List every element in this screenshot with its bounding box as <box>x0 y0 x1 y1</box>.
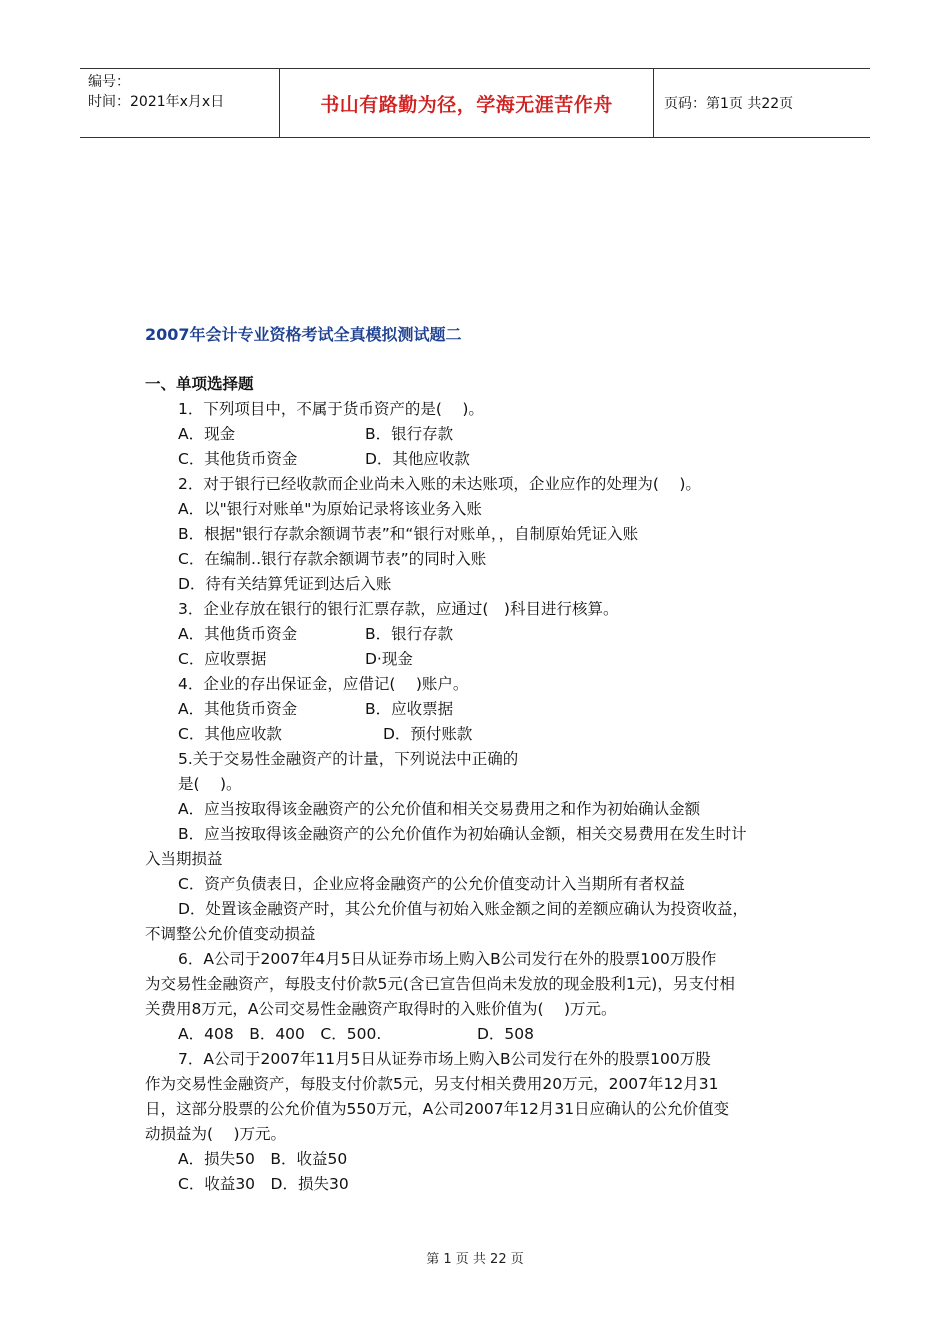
option-a: A．以"银行对账单"为原始记录将该业务入账 <box>178 500 482 518</box>
option-c: C．其他货币资金 <box>178 450 298 468</box>
question-5: 5.关于交易性金融资产的计量，下列说法中正确的 <box>178 750 519 768</box>
header-meta <box>80 69 280 137</box>
option-row <box>145 647 805 672</box>
option-b: B．银行存款 <box>365 625 454 643</box>
question-3: 3．企业存放在银行的银行汇票存款，应通过( )科目进行核算。 <box>178 600 619 618</box>
option-d-cont: 不调整公允价值变动损益 <box>145 925 316 943</box>
option-row <box>145 697 805 722</box>
option-row <box>145 422 805 447</box>
option-a: A．其他货币资金 <box>178 700 298 718</box>
option-c: C．在编制‥银行存款余额调节表”的同时入账 <box>178 550 487 568</box>
option-a: A．应当按取得该金融资产的公允价值和相关交易费用之和作为初始确认金额 <box>178 800 701 818</box>
question-7-cont: 动损益为( )万元。 <box>145 1125 287 1143</box>
options-cd: C．收益30 D．损失30 <box>178 1175 349 1193</box>
question-1: 1．下列项目中，不属于货币资产的是( )。 <box>178 400 484 418</box>
option-d: D．待有关结算凭证到达后入账 <box>178 575 392 593</box>
option-c: C．其他应收款 <box>178 725 282 743</box>
option-row <box>145 1022 805 1047</box>
option-a: A．现金 <box>178 425 236 443</box>
page-header <box>80 68 870 138</box>
time-label: 时间：2021年x月x日 <box>88 94 225 110</box>
document-title: 2007年会计专业资格考试全真模拟测试题二 <box>145 325 462 344</box>
question-7-cont: 日，这部分股票的公允价值为550万元，A公司2007年12月31日应确认的公允价值变 <box>145 1100 730 1118</box>
number-label: 编号： <box>88 74 130 90</box>
section-heading: 一、单项选择题 <box>145 375 254 393</box>
question-2: 2．对于银行已经收款而企业尚未入账的未达账项，企业应作的处理为( )。 <box>178 475 701 493</box>
question-5-cont: 是( )。 <box>178 775 242 793</box>
option-c: C．应收票据 <box>178 650 267 668</box>
option-d: D．处置该金融资产时，其公允价值与初始入账金额之间的差额应确认为投资收益， <box>178 900 748 918</box>
option-d: D．508 <box>477 1025 535 1043</box>
question-6-cont: 关费用8万元，A公司交易性金融资产取得时的入账价值为( )万元。 <box>145 1000 617 1018</box>
page-footer: 第 1 页 共 22 页 <box>426 1252 524 1267</box>
document-body <box>145 372 805 1197</box>
option-row <box>145 722 805 747</box>
question-7: 7．A公司于2007年11月5日从证券市场上购入B公司发行在外的股票100万股 <box>178 1050 711 1068</box>
question-7-cont: 作为交易性金融资产，每股支付价款5元，另支付相关费用20万元，2007年12月31 <box>145 1075 719 1093</box>
option-d: D．其他应收款 <box>365 450 470 468</box>
option-c: C．资产负债表日，企业应将金融资产的公允价值变动计入当期所有者权益 <box>178 875 685 893</box>
option-b: B．根据"银行存款余额调节表”和“银行对账单，，自制原始凭证入账 <box>178 525 639 543</box>
question-6-cont: 为交易性金融资产，每股支付价款5元(含已宣告但尚未发放的现金股利1元)，另支付相 <box>145 975 735 993</box>
options-abc: A．408 B．400 C．500. <box>178 1025 382 1043</box>
header-motto: 书山有路勤为径，学海无涯苦作舟 <box>280 69 654 137</box>
options-ab: A．损失50 B．收益50 <box>178 1150 348 1168</box>
header-page-info: 页码：第1页 共22页 <box>664 96 794 112</box>
option-d: D．预付账款 <box>383 725 473 743</box>
option-row <box>145 622 805 647</box>
question-6: 6．A公司于2007年4月5日从证券市场上购入B公司发行在外的股票100万股作 <box>178 950 717 968</box>
option-b-cont: 入当期损益 <box>145 850 223 868</box>
option-b: B．应收票据 <box>365 700 454 718</box>
question-4: 4．企业的存出保证金，应借记( )账户。 <box>178 675 469 693</box>
option-b: B．应当按取得该金融资产的公允价值作为初始确认金额，相关交易费用在发生时计 <box>178 825 747 843</box>
option-d: D·现金 <box>365 650 413 668</box>
option-b: B．银行存款 <box>365 425 454 443</box>
option-row <box>145 447 805 472</box>
option-a: A．其他货币资金 <box>178 625 298 643</box>
